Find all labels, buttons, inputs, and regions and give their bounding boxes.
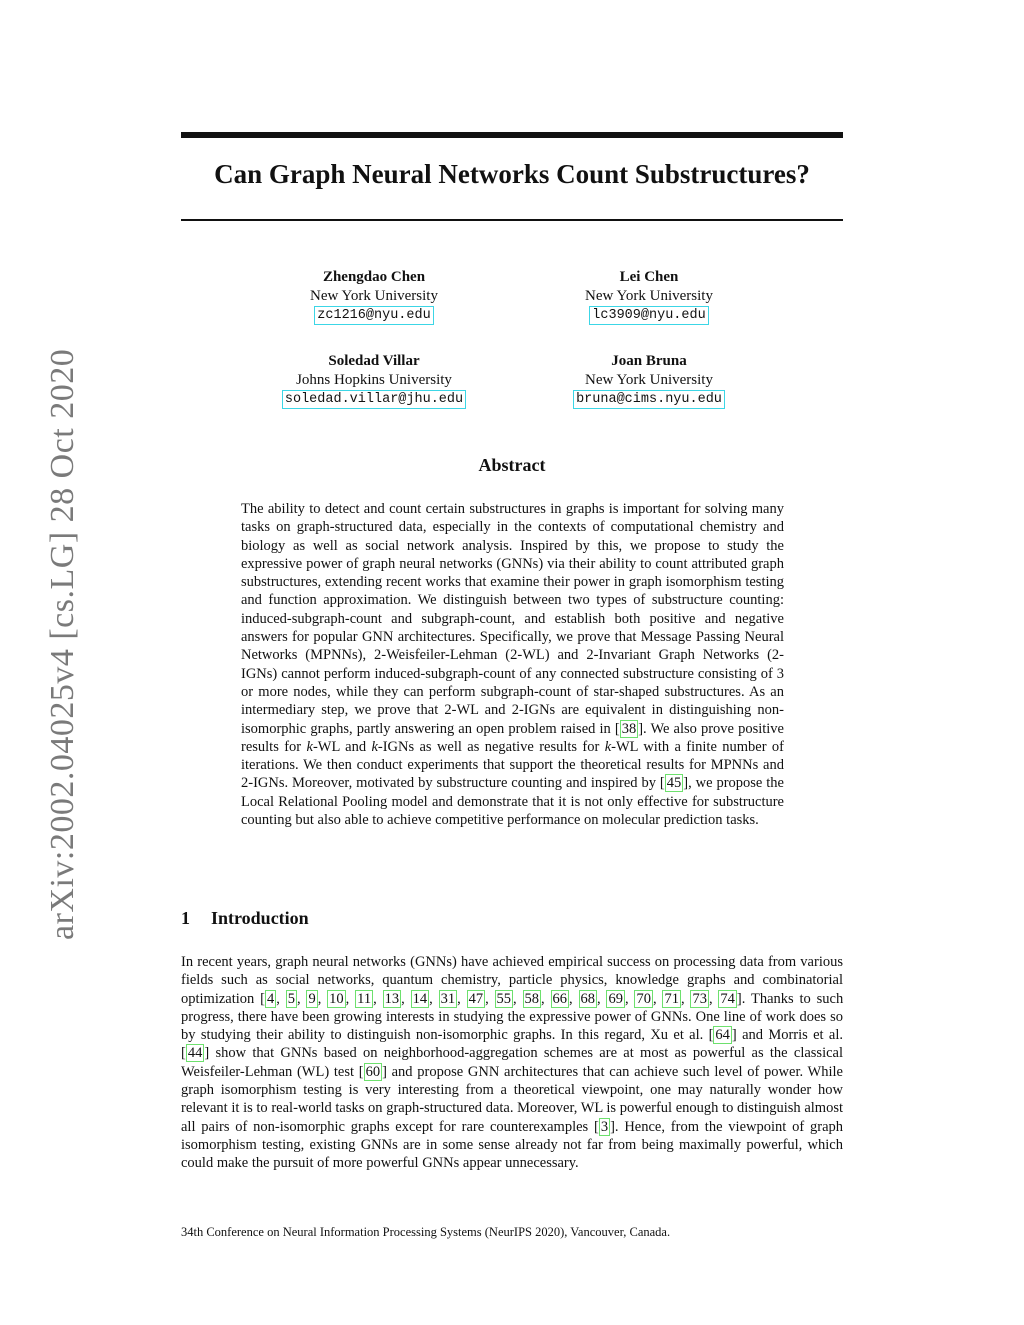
- author-block-2: [519, 268, 779, 325]
- paper-title: Can Graph Neural Networks Count Substructures?: [214, 159, 810, 189]
- author-block-4: [519, 352, 779, 409]
- title-rule-bottom: [181, 219, 843, 221]
- section-heading: [181, 908, 309, 929]
- author-affiliation: Johns Hopkins University: [296, 371, 452, 388]
- author-block-3: [244, 352, 504, 409]
- citation-link[interactable]: 38: [621, 720, 637, 737]
- citation-link[interactable]: 66: [552, 990, 568, 1007]
- author-name: Zhengdao Chen: [322, 269, 426, 285]
- citation-link[interactable]: 44: [187, 1045, 203, 1062]
- author-block-1: [244, 268, 504, 325]
- author-name: Soledad Villar: [328, 353, 420, 369]
- citation-link[interactable]: 60: [365, 1063, 381, 1080]
- author-affiliation: New York University: [585, 287, 713, 304]
- section-title: Introduction: [211, 908, 309, 928]
- citation-link[interactable]: 74: [720, 990, 735, 1007]
- citation-link[interactable]: 73: [692, 990, 707, 1007]
- author-email-link[interactable]: zc1216@nyu.edu: [314, 306, 433, 325]
- citation-link[interactable]: 45: [666, 775, 682, 792]
- citation-link[interactable]: 11: [357, 990, 372, 1007]
- author-name: Lei Chen: [619, 269, 679, 285]
- citation-link[interactable]: 68: [580, 990, 595, 1007]
- abstract-text: The ability to detect and count certain substructures in graphs is important for solving many tasks on graph-structured data, especially in the contexts of computational chemistry and biology as well as social network analysis. Inspired by this, we propose to study the expressive power of graph neural networks (GNNs) via their ability to count attributed graph substructures, extending recent works that examine their power in graph isomorphism testing and function approximation. We distinguish between two types of substructure counting: induced-subgraph-count and subgraph-count, and establish both positive and negative answers for popular GNN architectures. Specifically, we prove that Message Passing Neural Networks (MPNNs), 2-Weisfeiler-Lehman (2-WL) and 2-Invariant Graph Networks (2-IGNs) cannot perform induced-subgraph-count of any connected substructure consisting of 3 or more nodes, while they can perform subgraph-count of star-shaped substructures. As an intermediary step, we prove that 2-WL and 2-IGNs are equivalent in distinguishing non-isomorphic graphs, partly answering an open problem raised in [ 38 ]. We also prove positive results for k-WL and k-IGNs as well as negative results for k-WL with a finite number of iterations. We then conduct experiments that support the theoretical results for MPNNs and 2-IGNs. Moreover, motivated by substructure counting and inspired by [ 45 ], we propose the Local Relational Pooling model and demonstrate that it is not only effective for substructure counting but also able to achieve competitive performance on molecular prediction tasks.: [241, 501, 784, 829]
- citation-link[interactable]: 64: [715, 1027, 730, 1044]
- citation-link[interactable]: 55: [496, 990, 512, 1007]
- author-email-link[interactable]: bruna@cims.nyu.edu: [573, 390, 725, 409]
- author-affiliation: New York University: [585, 371, 713, 388]
- citation-link[interactable]: 31: [440, 990, 456, 1007]
- citation-link[interactable]: 9: [308, 990, 316, 1007]
- citation-link[interactable]: 3: [600, 1118, 609, 1135]
- author-affiliation: New York University: [310, 287, 438, 304]
- author-email-link[interactable]: lc3909@nyu.edu: [589, 306, 708, 325]
- abstract-heading: Abstract: [478, 455, 546, 475]
- citation-link[interactable]: 58: [524, 990, 540, 1007]
- author-name: Joan Bruna: [611, 353, 687, 369]
- introduction-paragraph: In recent years, graph neural networks (GNNs) have achieved empirical success on processing data from various fields such as social networks, quantum chemistry, particle physics, knowledge graphs and combinatorial optimization [ 4 , 5 , 9 , 10 , 11 , 13 , 14 , 31 , 47 , 55 , 58 , 66 , 68 , 69 , 70 , 71 , 73 , 74 ]. Thanks to such progress, there have been growing interests in studying the expressive power of GNNs. One line of work does so by studying their ability to distinguish non-isomorphic graphs. In this regard, Xu et al. [ 64 ] and Morris et al. [ 44 ] show that GNNs based on neighborhood-aggregation schemes are at most as powerful as the classical Weisfeiler-Lehman (WL) test [ 60 ] and propose GNN architectures that can achieve such level of power. While graph isomorphism testing is very interesting from a theoretical viewpoint, one may naturally wonder how relevant it is to real-world tasks on graph-structured data. Moreover, WL is powerful enough to distinguish almost all pairs of non-isomorphic graphs except for rare counterexamples [ 3 ]. Hence, from the viewpoint of graph isomorphism testing, existing GNNs are in some sense already not far from being maximally powerful, which could make the pursuit of more powerful GNNs appear unnecessary.: [181, 954, 844, 1172]
- citation-link[interactable]: 70: [636, 990, 651, 1007]
- conference-footnote: 34th Conference on Neural Information Processing Systems (NeurIPS 2020), Vancouver, Canada.: [181, 1225, 671, 1239]
- citation-link[interactable]: 71: [664, 990, 679, 1007]
- arxiv-identifier: arXiv:2002.04025v4 [cs.LG] 28 Oct 2020: [44, 348, 81, 940]
- citation-link[interactable]: 4: [266, 990, 275, 1007]
- section-number: 1: [181, 908, 190, 928]
- title-rule-top: [181, 132, 843, 138]
- citation-link[interactable]: 69: [608, 990, 623, 1007]
- citation-link[interactable]: 47: [468, 990, 484, 1007]
- citation-link[interactable]: 13: [384, 990, 400, 1007]
- citation-link[interactable]: 5: [287, 990, 295, 1007]
- citation-list: 4 , 5 , 9 , 10 , 11 , 13 , 14 , 31 , 47 , 55 , 58 , 66 , 68 , 69 , 70 , 71 , 73 , 74: [266, 990, 735, 1007]
- citation-link[interactable]: 14: [412, 990, 428, 1007]
- citation-link[interactable]: 10: [329, 990, 344, 1007]
- author-email-link[interactable]: soledad.villar@jhu.edu: [282, 390, 466, 409]
